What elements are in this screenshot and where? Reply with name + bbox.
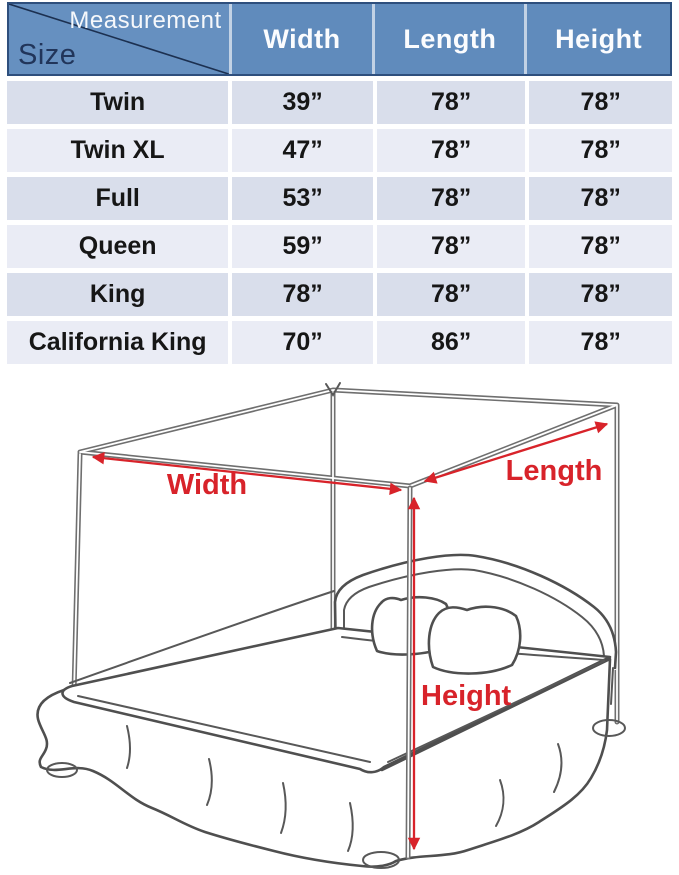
cell-length: 78” [377, 273, 526, 316]
cell-size: Twin [7, 81, 228, 124]
cell-length: 78” [377, 129, 526, 172]
cell-size: King [7, 273, 228, 316]
column-header-length: Length [375, 4, 524, 74]
cell-length: 78” [377, 81, 526, 124]
cell-size: California King [7, 321, 228, 364]
cell-length: 78” [377, 225, 526, 268]
cell-size: Twin XL [7, 129, 228, 172]
cell-size: Full [7, 177, 228, 220]
cell-height: 78” [529, 273, 672, 316]
cell-length: 86” [377, 321, 526, 364]
size-table-header [7, 2, 672, 76]
cell-height: 78” [529, 225, 672, 268]
corner-header-cell [9, 4, 229, 74]
cell-height: 78” [529, 129, 672, 172]
pillow-right [429, 607, 520, 674]
size-table-body [7, 81, 672, 364]
cell-width: 39” [232, 81, 373, 124]
width-label: Width [166, 469, 248, 501]
cell-width: 70” [232, 321, 373, 364]
front-post [408, 488, 410, 857]
cell-width: 59” [232, 225, 373, 268]
cell-size: Queen [7, 225, 228, 268]
cell-height: 78” [529, 81, 672, 124]
column-header-width: Width [232, 4, 373, 74]
length-label: Length [505, 455, 603, 487]
size-axis-label: Size [18, 39, 77, 71]
height-label: Height [421, 680, 512, 712]
cell-height: 78” [529, 177, 672, 220]
cell-width: 78” [232, 273, 373, 316]
cell-height: 78” [529, 321, 672, 364]
cell-width: 53” [232, 177, 373, 220]
size-table [7, 2, 672, 364]
cell-length: 78” [377, 177, 526, 220]
cell-width: 47” [232, 129, 373, 172]
column-header-height: Height [527, 4, 670, 74]
measurement-axis-label: Measurement [69, 7, 222, 34]
